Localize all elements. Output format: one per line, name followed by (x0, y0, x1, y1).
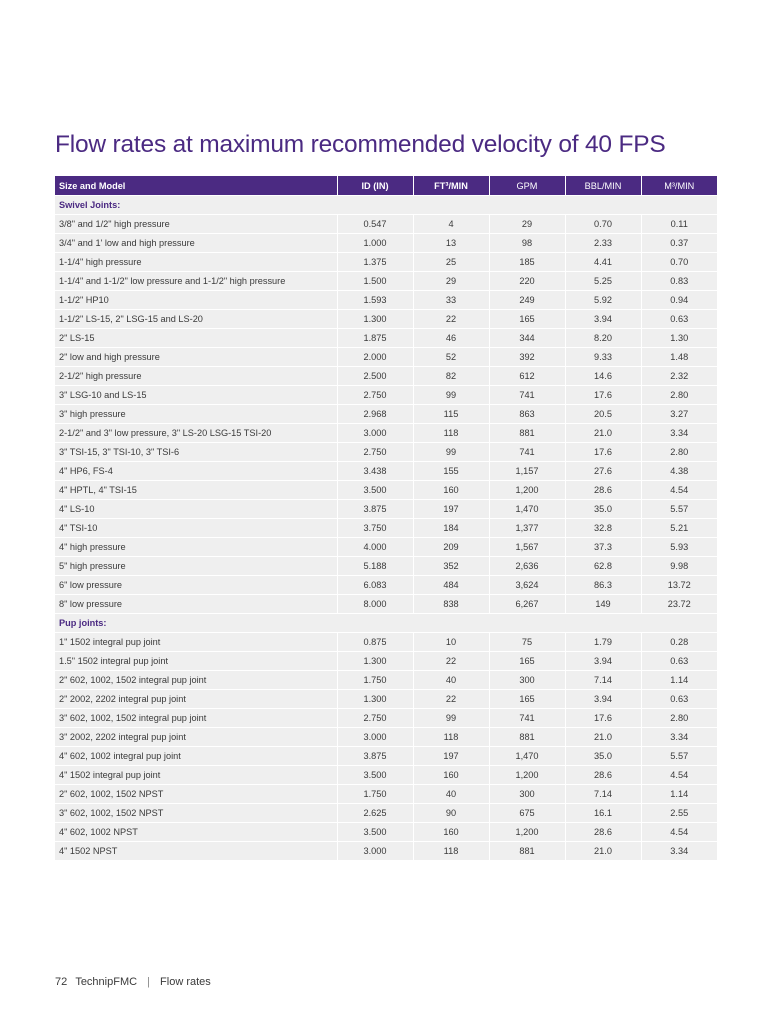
page-title: Flow rates at maximum recommended velocity of 40 FPS (55, 131, 666, 158)
cell-size-model: 4" 1502 integral pup joint (55, 766, 337, 785)
cell-ft3-min: 99 (413, 443, 489, 462)
cell-gpm: 344 (489, 329, 565, 348)
table-row (55, 329, 717, 348)
cell-bbl-min: 8.20 (565, 329, 641, 348)
cell-id-in: 4.000 (337, 538, 413, 557)
cell-id-in: 2.750 (337, 443, 413, 462)
cell-gpm: 185 (489, 253, 565, 272)
table-row (55, 500, 717, 519)
cell-gpm: 1,200 (489, 823, 565, 842)
table-row (55, 405, 717, 424)
cell-id-in: 1.300 (337, 310, 413, 329)
cell-ft3-min: 25 (413, 253, 489, 272)
cell-gpm: 29 (489, 215, 565, 234)
col-header-id: ID (IN) (337, 176, 413, 196)
table-row (55, 253, 717, 272)
cell-bbl-min: 35.0 (565, 747, 641, 766)
cell-m3-min: 1.30 (641, 329, 717, 348)
cell-ft3-min: 838 (413, 595, 489, 614)
cell-id-in: 0.875 (337, 633, 413, 652)
cell-ft3-min: 22 (413, 652, 489, 671)
table-row (55, 462, 717, 481)
cell-size-model: 1-1/4" high pressure (55, 253, 337, 272)
table-row (55, 291, 717, 310)
cell-gpm: 165 (489, 310, 565, 329)
cell-bbl-min: 28.6 (565, 766, 641, 785)
table-row (55, 234, 717, 253)
cell-bbl-min: 21.0 (565, 842, 641, 861)
cell-gpm: 2,636 (489, 557, 565, 576)
table-row (55, 424, 717, 443)
table-row (55, 272, 717, 291)
cell-id-in: 3.438 (337, 462, 413, 481)
cell-size-model: 1-1/4" and 1-1/2" low pressure and 1-1/2" high pressure (55, 272, 337, 291)
table-row (55, 652, 717, 671)
cell-m3-min: 0.63 (641, 310, 717, 329)
cell-id-in: 2.750 (337, 709, 413, 728)
table-row (55, 785, 717, 804)
cell-ft3-min: 29 (413, 272, 489, 291)
cell-id-in: 2.500 (337, 367, 413, 386)
cell-id-in: 3.000 (337, 728, 413, 747)
cell-size-model: 4" high pressure (55, 538, 337, 557)
cell-gpm: 1,377 (489, 519, 565, 538)
cell-gpm: 300 (489, 785, 565, 804)
flow-rates-table (55, 176, 717, 860)
cell-m3-min: 23.72 (641, 595, 717, 614)
cell-size-model: 2-1/2" and 3" low pressure, 3" LS-20 LSG-15 TSI-20 (55, 424, 337, 443)
cell-ft3-min: 352 (413, 557, 489, 576)
cell-gpm: 3,624 (489, 576, 565, 595)
cell-ft3-min: 118 (413, 728, 489, 747)
cell-size-model: 4" 602, 1002 NPST (55, 823, 337, 842)
cell-gpm: 741 (489, 386, 565, 405)
table-header-row (55, 176, 717, 196)
cell-m3-min: 2.80 (641, 443, 717, 462)
cell-m3-min: 4.54 (641, 823, 717, 842)
table-row (55, 557, 717, 576)
footer-section: Flow rates (160, 976, 211, 988)
cell-bbl-min: 16.1 (565, 804, 641, 823)
cell-gpm: 249 (489, 291, 565, 310)
section-label: Swivel Joints: (55, 196, 717, 215)
cell-m3-min: 2.80 (641, 386, 717, 405)
cell-bbl-min: 7.14 (565, 785, 641, 804)
cell-size-model: 2" LS-15 (55, 329, 337, 348)
section-header-row (55, 614, 717, 633)
cell-id-in: 3.500 (337, 766, 413, 785)
cell-id-in: 3.000 (337, 424, 413, 443)
cell-bbl-min: 0.70 (565, 215, 641, 234)
cell-size-model: 2" 602, 1002, 1502 integral pup joint (55, 671, 337, 690)
cell-size-model: 3" 2002, 2202 integral pup joint (55, 728, 337, 747)
cell-gpm: 1,470 (489, 747, 565, 766)
cell-ft3-min: 209 (413, 538, 489, 557)
cell-id-in: 3.500 (337, 481, 413, 500)
cell-size-model: 3" TSI-15, 3" TSI-10, 3" TSI-6 (55, 443, 337, 462)
footer-separator: | (147, 976, 150, 988)
cell-ft3-min: 115 (413, 405, 489, 424)
cell-size-model: 4" LS-10 (55, 500, 337, 519)
cell-size-model: 6" low pressure (55, 576, 337, 595)
cell-m3-min: 3.34 (641, 424, 717, 443)
col-header-bbl-min: BBL/MIN (565, 176, 641, 196)
cell-id-in: 0.547 (337, 215, 413, 234)
col-header-size-model: Size and Model (55, 176, 337, 196)
cell-id-in: 3.000 (337, 842, 413, 861)
cell-size-model: 2" 602, 1002, 1502 NPST (55, 785, 337, 804)
table-row (55, 576, 717, 595)
cell-id-in: 2.750 (337, 386, 413, 405)
cell-ft3-min: 13 (413, 234, 489, 253)
cell-size-model: 1-1/2" HP10 (55, 291, 337, 310)
cell-m3-min: 4.54 (641, 481, 717, 500)
cell-bbl-min: 2.33 (565, 234, 641, 253)
table-row (55, 842, 717, 861)
table-row (55, 538, 717, 557)
cell-gpm: 675 (489, 804, 565, 823)
cell-m3-min: 13.72 (641, 576, 717, 595)
cell-bbl-min: 3.94 (565, 310, 641, 329)
cell-bbl-min: 35.0 (565, 500, 641, 519)
cell-id-in: 1.750 (337, 671, 413, 690)
cell-size-model: 4" HPTL, 4" TSI-15 (55, 481, 337, 500)
cell-m3-min: 0.94 (641, 291, 717, 310)
cell-ft3-min: 99 (413, 709, 489, 728)
cell-ft3-min: 4 (413, 215, 489, 234)
cell-id-in: 1.375 (337, 253, 413, 272)
cell-m3-min: 0.70 (641, 253, 717, 272)
table-row (55, 519, 717, 538)
cell-bbl-min: 9.33 (565, 348, 641, 367)
cell-size-model: 3" LSG-10 and LS-15 (55, 386, 337, 405)
cell-bbl-min: 86.3 (565, 576, 641, 595)
cell-size-model: 3" high pressure (55, 405, 337, 424)
cell-bbl-min: 21.0 (565, 728, 641, 747)
cell-m3-min: 2.55 (641, 804, 717, 823)
cell-gpm: 881 (489, 842, 565, 861)
cell-bbl-min: 4.41 (565, 253, 641, 272)
footer-brand: TechnipFMC (75, 976, 138, 988)
cell-id-in: 3.750 (337, 519, 413, 538)
cell-gpm: 1,470 (489, 500, 565, 519)
table-row (55, 310, 717, 329)
col-header-m3-min: M³/MIN (641, 176, 717, 196)
cell-id-in: 3.875 (337, 500, 413, 519)
cell-ft3-min: 160 (413, 766, 489, 785)
table-row (55, 823, 717, 842)
cell-size-model: 2" 2002, 2202 integral pup joint (55, 690, 337, 709)
cell-gpm: 881 (489, 424, 565, 443)
cell-size-model: 1-1/2" LS-15, 2" LSG-15 and LS-20 (55, 310, 337, 329)
cell-m3-min: 3.34 (641, 728, 717, 747)
cell-bbl-min: 37.3 (565, 538, 641, 557)
cell-m3-min: 5.57 (641, 747, 717, 766)
cell-ft3-min: 118 (413, 842, 489, 861)
cell-gpm: 165 (489, 690, 565, 709)
cell-size-model: 5" high pressure (55, 557, 337, 576)
cell-gpm: 75 (489, 633, 565, 652)
cell-bbl-min: 5.92 (565, 291, 641, 310)
cell-ft3-min: 197 (413, 747, 489, 766)
cell-size-model: 8" low pressure (55, 595, 337, 614)
cell-bbl-min: 28.6 (565, 481, 641, 500)
cell-bbl-min: 3.94 (565, 690, 641, 709)
table-row (55, 595, 717, 614)
cell-gpm: 6,267 (489, 595, 565, 614)
cell-bbl-min: 21.0 (565, 424, 641, 443)
cell-bbl-min: 7.14 (565, 671, 641, 690)
cell-bbl-min: 14.6 (565, 367, 641, 386)
cell-id-in: 1.300 (337, 690, 413, 709)
table-row (55, 671, 717, 690)
table-row (55, 443, 717, 462)
cell-m3-min: 1.48 (641, 348, 717, 367)
cell-size-model: 4" 602, 1002 integral pup joint (55, 747, 337, 766)
cell-id-in: 1.300 (337, 652, 413, 671)
cell-bbl-min: 5.25 (565, 272, 641, 291)
cell-bbl-min: 17.6 (565, 709, 641, 728)
cell-ft3-min: 160 (413, 823, 489, 842)
cell-gpm: 165 (489, 652, 565, 671)
cell-ft3-min: 184 (413, 519, 489, 538)
table-row (55, 709, 717, 728)
table-row (55, 728, 717, 747)
cell-id-in: 1.593 (337, 291, 413, 310)
table-row (55, 633, 717, 652)
cell-gpm: 392 (489, 348, 565, 367)
cell-m3-min: 4.54 (641, 766, 717, 785)
cell-size-model: 1.5" 1502 integral pup joint (55, 652, 337, 671)
cell-m3-min: 3.27 (641, 405, 717, 424)
cell-m3-min: 2.32 (641, 367, 717, 386)
cell-id-in: 3.875 (337, 747, 413, 766)
cell-ft3-min: 197 (413, 500, 489, 519)
cell-gpm: 612 (489, 367, 565, 386)
cell-m3-min: 3.34 (641, 842, 717, 861)
cell-m3-min: 5.21 (641, 519, 717, 538)
table-row (55, 481, 717, 500)
cell-m3-min: 0.11 (641, 215, 717, 234)
cell-m3-min: 5.93 (641, 538, 717, 557)
cell-m3-min: 0.63 (641, 652, 717, 671)
cell-id-in: 6.083 (337, 576, 413, 595)
cell-m3-min: 0.37 (641, 234, 717, 253)
cell-gpm: 741 (489, 443, 565, 462)
cell-ft3-min: 118 (413, 424, 489, 443)
cell-m3-min: 1.14 (641, 785, 717, 804)
section-header-row (55, 196, 717, 215)
cell-ft3-min: 10 (413, 633, 489, 652)
table-row (55, 690, 717, 709)
cell-id-in: 2.968 (337, 405, 413, 424)
cell-size-model: 2-1/2" high pressure (55, 367, 337, 386)
page-number: 72 (55, 976, 68, 988)
table-row (55, 215, 717, 234)
table-row (55, 367, 717, 386)
cell-id-in: 1.750 (337, 785, 413, 804)
table-row (55, 804, 717, 823)
cell-ft3-min: 155 (413, 462, 489, 481)
cell-ft3-min: 40 (413, 785, 489, 804)
cell-gpm: 1,157 (489, 462, 565, 481)
cell-size-model: 3" 602, 1002, 1502 NPST (55, 804, 337, 823)
cell-gpm: 98 (489, 234, 565, 253)
cell-ft3-min: 33 (413, 291, 489, 310)
page-footer (55, 976, 211, 988)
cell-id-in: 3.500 (337, 823, 413, 842)
cell-ft3-min: 22 (413, 690, 489, 709)
cell-id-in: 2.625 (337, 804, 413, 823)
cell-ft3-min: 82 (413, 367, 489, 386)
cell-bbl-min: 3.94 (565, 652, 641, 671)
cell-size-model: 3/4" and 1' low and high pressure (55, 234, 337, 253)
cell-bbl-min: 1.79 (565, 633, 641, 652)
cell-id-in: 2.000 (337, 348, 413, 367)
cell-bbl-min: 28.6 (565, 823, 641, 842)
cell-ft3-min: 99 (413, 386, 489, 405)
cell-bbl-min: 149 (565, 595, 641, 614)
cell-m3-min: 9.98 (641, 557, 717, 576)
cell-bbl-min: 20.5 (565, 405, 641, 424)
cell-bbl-min: 62.8 (565, 557, 641, 576)
cell-gpm: 220 (489, 272, 565, 291)
cell-ft3-min: 46 (413, 329, 489, 348)
cell-size-model: 4" 1502 NPST (55, 842, 337, 861)
cell-size-model: 2" low and high pressure (55, 348, 337, 367)
cell-gpm: 863 (489, 405, 565, 424)
cell-ft3-min: 484 (413, 576, 489, 595)
cell-bbl-min: 32.8 (565, 519, 641, 538)
table-row (55, 747, 717, 766)
section-label: Pup joints: (55, 614, 717, 633)
cell-ft3-min: 40 (413, 671, 489, 690)
cell-bbl-min: 17.6 (565, 443, 641, 462)
cell-size-model: 3" 602, 1002, 1502 integral pup joint (55, 709, 337, 728)
cell-m3-min: 5.57 (641, 500, 717, 519)
cell-size-model: 4" TSI-10 (55, 519, 337, 538)
cell-size-model: 3/8" and 1/2" high pressure (55, 215, 337, 234)
cell-gpm: 1,200 (489, 766, 565, 785)
cell-gpm: 300 (489, 671, 565, 690)
cell-ft3-min: 90 (413, 804, 489, 823)
table-row (55, 348, 717, 367)
cell-m3-min: 1.14 (641, 671, 717, 690)
table-body (55, 196, 717, 861)
table-row (55, 386, 717, 405)
cell-ft3-min: 160 (413, 481, 489, 500)
cell-bbl-min: 27.6 (565, 462, 641, 481)
cell-m3-min: 0.28 (641, 633, 717, 652)
cell-id-in: 5.188 (337, 557, 413, 576)
table-row (55, 766, 717, 785)
col-header-gpm: GPM (489, 176, 565, 196)
cell-m3-min: 2.80 (641, 709, 717, 728)
cell-gpm: 741 (489, 709, 565, 728)
cell-m3-min: 0.63 (641, 690, 717, 709)
cell-id-in: 1.500 (337, 272, 413, 291)
cell-gpm: 1,567 (489, 538, 565, 557)
cell-size-model: 1" 1502 integral pup joint (55, 633, 337, 652)
cell-ft3-min: 52 (413, 348, 489, 367)
cell-gpm: 1,200 (489, 481, 565, 500)
cell-id-in: 8.000 (337, 595, 413, 614)
cell-id-in: 1.875 (337, 329, 413, 348)
col-header-ft3-min: FT³/MIN (413, 176, 489, 196)
cell-ft3-min: 22 (413, 310, 489, 329)
cell-m3-min: 0.83 (641, 272, 717, 291)
cell-gpm: 881 (489, 728, 565, 747)
cell-m3-min: 4.38 (641, 462, 717, 481)
cell-bbl-min: 17.6 (565, 386, 641, 405)
cell-id-in: 1.000 (337, 234, 413, 253)
cell-size-model: 4" HP6, FS-4 (55, 462, 337, 481)
